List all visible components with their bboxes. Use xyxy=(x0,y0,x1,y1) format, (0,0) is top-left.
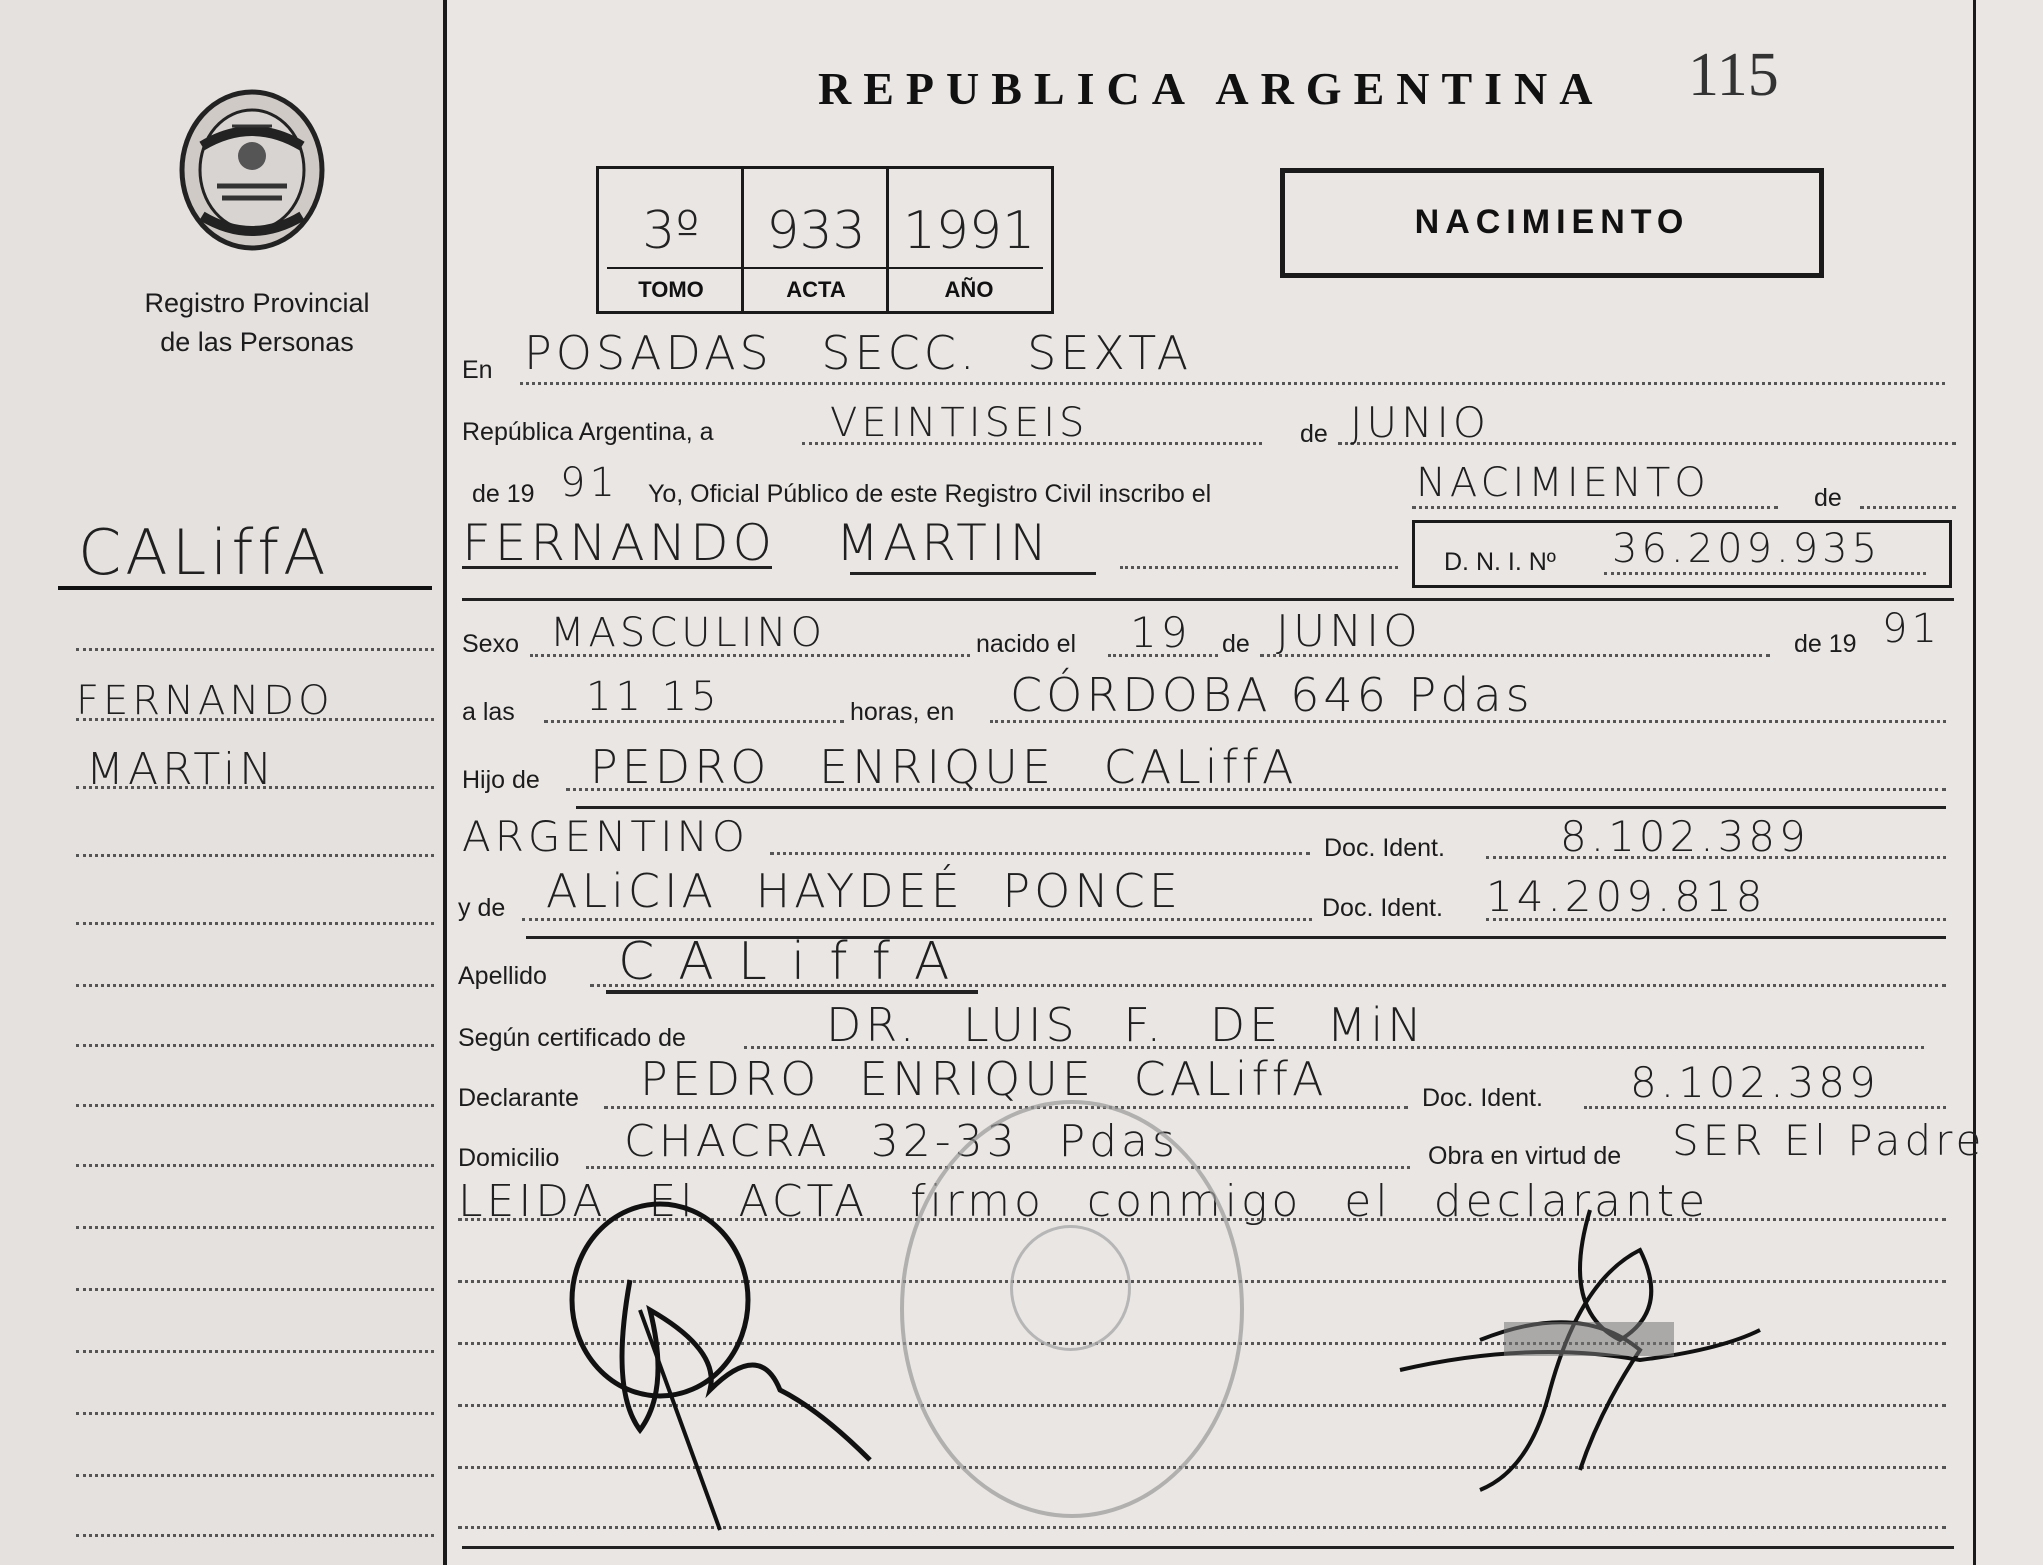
stub-line xyxy=(76,1226,434,1229)
domicilio-value: CHACRA 32-33 Pdas xyxy=(624,1116,1179,1167)
apellido-value: CALiffA xyxy=(618,932,974,992)
father-doc-value: 8.102.389 xyxy=(1560,812,1810,861)
page-number: 115 xyxy=(1688,41,1779,109)
de-label: de xyxy=(1300,420,1328,448)
time-line xyxy=(544,720,844,723)
section-separator xyxy=(462,598,1954,601)
en-label: En xyxy=(462,356,493,384)
tomo-value: 3º xyxy=(642,201,700,261)
stub-line xyxy=(76,648,434,651)
birth-day-value: 19 xyxy=(1130,608,1192,657)
father-name-value: PEDRO ENRIQUE CALiffA xyxy=(590,740,1298,794)
stub-given-name-2: MARTiN xyxy=(86,744,277,795)
agency-name-line2: de las Personas xyxy=(160,327,354,357)
horas-label: horas, en xyxy=(850,698,955,726)
oficial-text: Yo, Oficial Público de este Registro Civil inscribo el xyxy=(648,480,1212,508)
sexo-value: MASCULINO xyxy=(550,610,826,656)
stub-divider xyxy=(443,0,447,1565)
domicilio-label: Domicilio xyxy=(458,1144,560,1172)
declarante-doc-label: Doc. Ident. xyxy=(1422,1084,1543,1112)
de-label-3: de xyxy=(1222,630,1250,658)
declarante-doc-value: 8.102.389 xyxy=(1630,1058,1880,1107)
father-nationality-value: ARGENTINO xyxy=(462,812,749,861)
birth-month-value: JUNIO xyxy=(1276,606,1422,657)
nationality-line xyxy=(770,852,1310,855)
delegate-stamp xyxy=(1504,1322,1674,1356)
stub-line xyxy=(76,1534,434,1537)
record-type-label: NACIMIENTO xyxy=(1414,203,1690,241)
anio-label: AÑO xyxy=(944,277,994,302)
anio-value: 1991 xyxy=(902,201,1036,261)
obra-value: SER El Padre xyxy=(1672,1116,1986,1165)
stub-line xyxy=(76,984,434,987)
child-name-underline xyxy=(850,572,1096,575)
acta-value: 933 xyxy=(766,201,866,261)
day-words-value: VEINTISEIS xyxy=(830,400,1089,446)
stub-surname-underline xyxy=(58,586,432,590)
sexo-label: Sexo xyxy=(462,630,519,658)
apellido-underline xyxy=(606,990,978,994)
father-doc-label: Doc. Ident. xyxy=(1324,834,1445,862)
mother-doc-value: 14.209.818 xyxy=(1486,872,1767,921)
stub-surname: CALiffA xyxy=(78,516,330,589)
acta-label: ACTA xyxy=(786,277,846,302)
declarante-label: Declarante xyxy=(458,1084,579,1112)
de-label-2: de xyxy=(1814,484,1842,512)
child-name-underline xyxy=(462,566,772,569)
official-seal-emblem xyxy=(1010,1225,1131,1351)
stub-given-name-1: FERNANDO xyxy=(76,678,334,724)
tomo-label: TOMO xyxy=(638,277,704,302)
yde-label: y de xyxy=(458,894,506,922)
stub-line xyxy=(76,1104,434,1107)
child-name-value: FERNANDO MARTIN xyxy=(462,514,1051,572)
place-line xyxy=(520,382,1945,385)
alas-label: a las xyxy=(462,698,515,726)
year-suffix: 91 xyxy=(560,460,619,506)
act-type-line xyxy=(1412,506,1778,509)
year-prefix-2: de 19 xyxy=(1794,630,1857,658)
act-type-value: NACIMIENTO xyxy=(1416,460,1710,506)
certificado-label: Según certificado de xyxy=(458,1024,686,1052)
dni-label: D. N. I. Nº xyxy=(1444,548,1556,576)
nacido-label: nacido el xyxy=(976,630,1077,658)
stub-line xyxy=(76,1412,434,1415)
stub-line xyxy=(76,786,434,789)
stub-line xyxy=(76,854,434,857)
hijo-label: Hijo de xyxy=(462,766,540,794)
province-emblem-logo xyxy=(172,86,332,258)
stub-line xyxy=(76,718,434,721)
month-value: JUNIO xyxy=(1350,398,1490,447)
birth-place-value: CÓRDOBA 646 Pdas xyxy=(1010,668,1534,722)
act-type-line-end xyxy=(1860,506,1956,509)
document-title: REPUBLICA ARGENTINA xyxy=(818,63,1605,114)
declarante-line xyxy=(604,1106,1408,1109)
record-type-box xyxy=(1280,168,1824,278)
apellido-label: Apellido xyxy=(458,962,547,990)
father-separator xyxy=(576,806,1946,809)
republica-label: República Argentina, a xyxy=(462,418,714,446)
year-prefix: de 19 xyxy=(472,480,535,508)
child-name-line xyxy=(1120,566,1398,569)
mother-doc-label: Doc. Ident. xyxy=(1322,894,1443,922)
obra-label: Obra en virtud de xyxy=(1428,1142,1622,1170)
certificado-value: DR. LUIS F. DE MiN xyxy=(826,998,1426,1052)
birth-year-suffix: 91 xyxy=(1882,606,1941,652)
closing-text: LEIDA El ACTA firmo conmigo el declarante xyxy=(458,1176,1710,1227)
declarant-signature xyxy=(520,1190,920,1550)
dni-value: 36.209.935 xyxy=(1612,526,1882,572)
place-value: POSADAS SECC. SEXTA xyxy=(524,326,1193,380)
birth-time-value: 11 15 xyxy=(586,674,721,720)
registry-divider xyxy=(607,267,1043,269)
agency-name-line1: Registro Provincial xyxy=(144,288,370,318)
stub-line xyxy=(76,1164,434,1167)
stub-line xyxy=(76,1044,434,1047)
dni-line xyxy=(1604,572,1926,575)
registry-number-box xyxy=(596,166,1054,314)
mother-name-value: ALiCIA HAYDEÉ PONCE xyxy=(546,864,1182,918)
stub-line xyxy=(76,1350,434,1353)
declarante-value: PEDRO ENRIQUE CALiffA xyxy=(640,1052,1328,1106)
page-right-edge xyxy=(1973,0,1976,1565)
mother-name-line xyxy=(522,918,1312,921)
stub-line xyxy=(76,1288,434,1291)
stub-line xyxy=(76,1474,434,1477)
stub-line xyxy=(76,922,434,925)
